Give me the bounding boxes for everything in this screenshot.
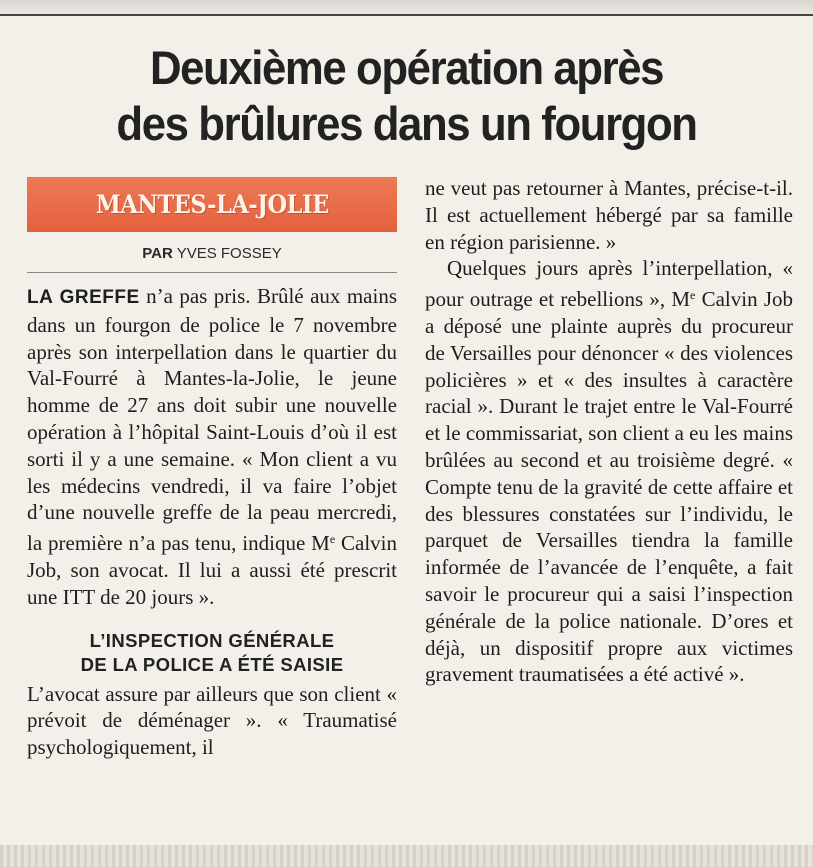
article-column-left bbox=[27, 283, 397, 761]
top-page-rule bbox=[0, 0, 813, 16]
lead-words: LA GREFFE bbox=[27, 287, 140, 308]
page-bottom-edge bbox=[0, 845, 813, 867]
location-kicker-banner bbox=[27, 177, 397, 232]
paragraph-1-sup: e bbox=[329, 532, 336, 547]
subhead-line-1: L’INSPECTION GÉNÉRALE bbox=[89, 629, 335, 651]
paragraph-2: L’avocat assure par ailleurs que son client « prévoit de déménager ». « Traumatisé psychologiquement, il bbox=[27, 681, 397, 760]
paragraph-1 bbox=[27, 283, 397, 611]
paragraph-1-tail: Calvin Job, son avocat. Il lui a aussi été prescrit une ITT de 20 jours ». bbox=[27, 531, 397, 609]
paragraph-3-head: Quelques jours après l’interpellation, « pour outrage et rebellions », M bbox=[425, 256, 793, 312]
subhead-line-2: DE LA POLICE A ÉTÉ SAISIE bbox=[80, 653, 344, 675]
paragraph-1-text: n’a pas pris. Brûlé aux mains dans un fourgon de police le 7 novembre après son interpellation dans le quartier du Val-Fourré à Mantes-la-Jolie, le jeune homme de 27 ans doit subir une nouvelle opération à l’hôpital Saint-Louis d’où il est sorti il y a une semaine. « Mon client a vu les médecins vendredi, il va faire l’objet d’une nouvelle greffe de la peau mercredi, la première n’a pas tenu, indique M bbox=[27, 284, 397, 556]
article-column-right bbox=[425, 175, 793, 688]
byline-divider bbox=[27, 272, 397, 273]
byline-author: YVES FOSSEY bbox=[176, 245, 282, 262]
paragraph-2-continued: ne veut pas retourner à Mantes, précise-t-il. Il est actuellement hébergé par sa famille en région parisienne. » bbox=[425, 176, 793, 254]
article-headline bbox=[28, 40, 784, 152]
byline-prefix: PAR bbox=[142, 245, 173, 262]
section-subhead bbox=[27, 629, 397, 677]
headline-line-1: Deuxième opération après bbox=[149, 41, 664, 94]
kicker-label: MANTES-LA-JOLIE bbox=[95, 190, 329, 219]
byline bbox=[27, 245, 397, 262]
paragraph-3 bbox=[425, 255, 793, 688]
headline-line-2: des brûlures dans un fourgon bbox=[116, 97, 697, 150]
paragraph-3-tail: Calvin Job a déposé une plainte auprès du procureur de Versailles pour dénoncer « des violences policières » et « des insultes à caractère racial ». Durant le trajet entre le Val-Fourré et le commissariat, son client a eu les mains brûlées au second et au troisième degré. « Compte tenu de la gravité de cette affaire et des blessures constatées sur l’individu, le parquet de Versailles tiendra la famille informée de l’avancée de l’enquête, a fait savoir le procureur qui a saisi l’inspection générale de la police nationale. D’ores et déjà, un dispositif propre aux victimes gravement traumatisées a été activé ». bbox=[425, 287, 793, 687]
paragraph-3-sup: e bbox=[690, 288, 696, 303]
